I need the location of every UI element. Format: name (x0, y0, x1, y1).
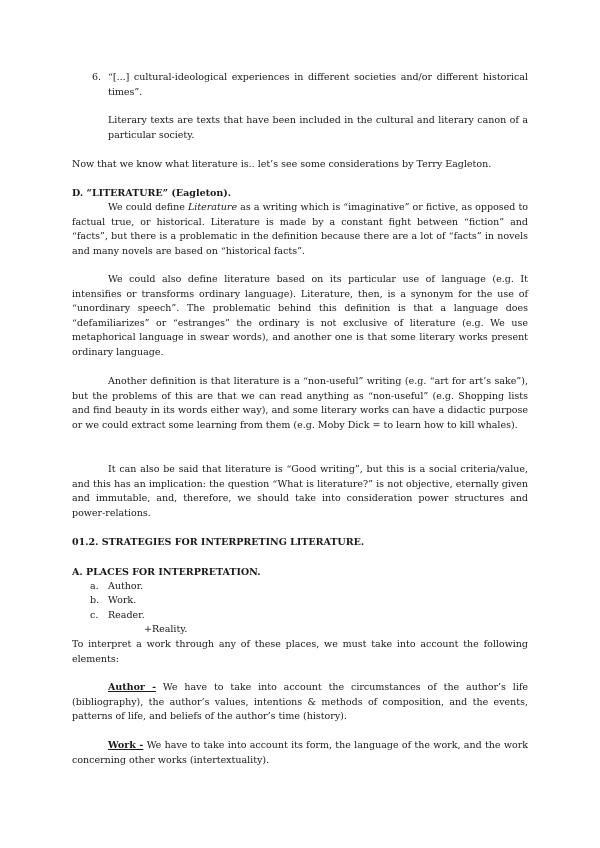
heading-places-for-interpretation: A. PLACES FOR INTERPRETATION. (72, 567, 261, 578)
list-item-6-text: “[...] cultural-ideological experiences in different societies and/or different historical times”. (108, 72, 528, 98)
list-item-work: Work. (108, 595, 137, 606)
p1-start: We could define (108, 202, 188, 213)
list-item-reader: Reader. (108, 610, 145, 621)
work-term: Work - (108, 740, 144, 751)
paragraph-interpret-work: To interpret a work through any of these places, we must take into account the following elements: (72, 639, 528, 665)
list-marker-a: a. (90, 581, 99, 592)
heading-literature-eagleton: D. “LITERATURE” (Eagleton). (72, 188, 232, 199)
paragraph-literary-texts: Literary texts are texts that have been included in the cultural and literary canon of a particular society. (108, 115, 528, 141)
list-marker-b: b. (90, 595, 100, 606)
paragraph-define-literature (72, 201, 528, 259)
p1-emphasis: Literature (187, 202, 238, 213)
heading-strategies: 01.2. STRATEGIES FOR INTERPRETING LITERATURE. (72, 537, 365, 548)
author-term: Author - (108, 682, 157, 693)
author-text: We have to take into account the circumstances of the author’s life (bibliography), the author’s values, intentions & methods of composition, and the events, patterns of life, and beliefs of the author’s time (history). (72, 682, 528, 722)
paragraph-author-entry (72, 681, 528, 725)
list-item-author: Author. (108, 581, 144, 592)
paragraph-now-that: Now that we know what literature is.. let’s see some considerations by Terry Eagleton. (72, 159, 492, 170)
list-number-6: 6. (92, 72, 102, 83)
p1-rest: as a writing which is “imaginative” or fictive, as opposed to factual true, or historical. Literature is made by a constant fight between “fiction” and “facts”, but there is a problematic in the definition because there are a lot of “facts” in novels and many novels are based on “historical facts”. (72, 202, 528, 257)
paragraph-work-entry (72, 739, 528, 768)
paragraph-non-useful: Another definition is that literature is a “non-useful” writing (e.g. “art for art’s sake”), but the problems of this are that we can read anything as “non-useful” (e.g. Shopping lists and find beauty in its words either way), and some literary works can have a didactic purpose or we could extract some learning from them (e.g. Moby Dick = to learn how to kill whales). (72, 376, 528, 431)
list-item-reality: +Reality. (144, 624, 188, 635)
paragraph-use-of-language: We could also define literature based on its particular use of language (e.g. It intensifies or transforms ordinary language). Literature, then, is a synonym for the use of “unordinary speech”. The problematic behind this definition is that a language does “defamiliarizes” or “estranges” the ordinary is not exclusive of literature (e.g. We use metaphorical language in swear words), and another one is that some literary works present ordinary language. (72, 274, 528, 358)
paragraph-good-writing: It can also be said that literature is “Good writing”, but this is a social criteria/value, and this has an implication: the question “What is literature?” is not objective, eternally given and immutable, and, therefore, we should take into consideration power structures and power-relations. (72, 464, 528, 519)
work-text: We have to take into account its form, the language of the work, and the work concerning other works (intertextuality). (72, 740, 528, 766)
list-marker-c: c. (90, 610, 99, 621)
